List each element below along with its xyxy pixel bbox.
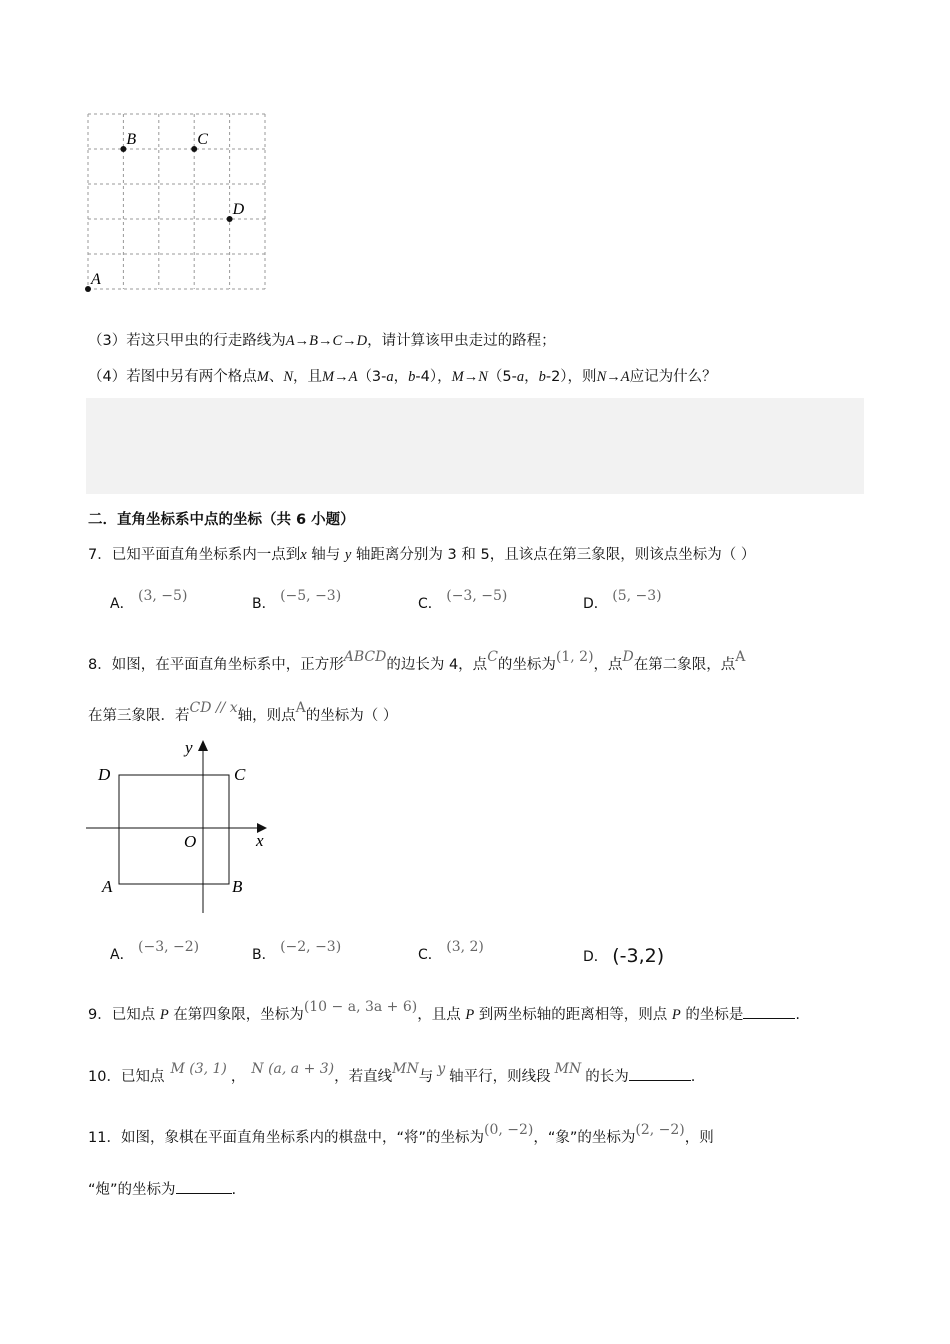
q9-coord: (10 − a, 3a + 6) (303, 999, 418, 1015)
option-value: (−5, −3) (280, 588, 342, 604)
q9-text-3: ，且点 (417, 1007, 466, 1023)
q4-ma: M→A (322, 369, 358, 385)
q10-y: y (437, 1061, 446, 1077)
q4-a2: a (516, 369, 525, 385)
q3-route: A→B→C→D (285, 333, 368, 349)
q10-answer-blank[interactable] (629, 1066, 691, 1081)
q3-text-2: ，请计算该甲虫走过的路程； (367, 333, 556, 349)
option-value: (3, −5) (138, 588, 188, 604)
q8-abcd: ABCD (343, 649, 387, 665)
question-11 (88, 1122, 714, 1148)
q11-text-4: “炮”的坐标为 (88, 1182, 176, 1198)
option-value: (−2, −3) (280, 939, 342, 955)
square-coordinate-figure (84, 736, 274, 916)
q9-text-2: 在第四象限，坐标为 (168, 1007, 304, 1023)
q4-text-1: （4）若图中另有两个格点 (88, 369, 257, 385)
option-value: (−3, −5) (446, 588, 508, 604)
q10-m: M (3, 1) (170, 1061, 227, 1077)
grid-label-b: B (126, 131, 137, 148)
label-a: A (102, 877, 113, 896)
q7-option-a[interactable] (110, 588, 188, 613)
q11-text-2: ，“象”的坐标为 (533, 1130, 636, 1146)
option-letter: D． (583, 596, 608, 612)
q9-text-4: 到两坐标轴的距离相等，则点 (474, 1007, 672, 1023)
q7-option-d[interactable] (583, 588, 662, 613)
q9-p3: P (671, 1007, 681, 1023)
question-9 (88, 999, 800, 1025)
q4-d3: -2），则 (545, 369, 597, 385)
question-10 (88, 1061, 696, 1087)
q10-n: N (a, a + 3) (251, 1061, 335, 1077)
label-c: C (234, 765, 246, 784)
q8-option-d[interactable] (583, 944, 664, 966)
q10-text-1: 10．已知点 (88, 1069, 165, 1085)
q10-text-3: 与 (418, 1069, 434, 1085)
q8-text-4: ，点 (593, 657, 623, 673)
q8-text-1: 8．如图，在平面直角坐标系中，正方形 (88, 657, 344, 673)
q8-option-a[interactable] (110, 939, 200, 964)
q9-text-5: 的坐标是 (680, 1007, 744, 1023)
q8-text-7: 轴，则点 (237, 708, 296, 724)
q4-a: a (386, 369, 394, 385)
q11-answer-blank[interactable] (176, 1179, 232, 1194)
q4-d1: （5- (487, 369, 517, 385)
square-abcd (119, 775, 229, 884)
q10-end: . (690, 1069, 696, 1085)
option-value: (-3,2) (612, 945, 665, 967)
question-8 (88, 649, 746, 675)
option-letter: C． (418, 596, 442, 612)
q8-c-value: (1, 2) (555, 649, 594, 665)
q8-text-6: 在第三象限．若 (88, 708, 190, 724)
question-4 (88, 367, 717, 387)
q7-text-2: 轴与 (306, 547, 345, 563)
q10-mn2: MN (554, 1061, 582, 1077)
q9-answer-blank[interactable] (743, 1004, 795, 1019)
q10-mn: MN (392, 1061, 419, 1077)
option-letter: D． (583, 949, 608, 965)
q11-text-1: 11．如图，象棋在平面直角坐标系内的棋盘中，“将”的坐标为 (88, 1130, 484, 1146)
label-o: O (184, 832, 197, 851)
label-d: D (98, 765, 111, 784)
q4-n: N (283, 369, 293, 385)
q4-m: M (256, 369, 269, 385)
option-value: (5, −3) (612, 588, 662, 604)
q8-d: D (622, 649, 634, 665)
q7-option-b[interactable] (252, 588, 342, 613)
label-b: B (232, 877, 243, 896)
section-2-title: 二．直角坐标系中点的坐标（共 6 小题） (88, 512, 355, 528)
q7-option-c[interactable] (418, 588, 508, 613)
label-y: y (185, 738, 193, 757)
q9-p2: P (465, 1007, 475, 1023)
q8-cd-parallel: CD // x (189, 700, 238, 716)
q8-text-3: 的坐标为 (497, 657, 556, 673)
option-letter: A． (110, 947, 134, 963)
q8-a2: A (295, 700, 306, 716)
option-value: (3, 2) (446, 939, 484, 955)
question-11-line-2 (88, 1179, 236, 1200)
q8-text-2: 的边长为 4，点 (386, 657, 488, 673)
q3-text-1: （3）若这只甲虫的行走路线为 (88, 333, 286, 349)
q8-option-c[interactable] (418, 939, 484, 964)
q7-y: y (344, 547, 352, 563)
q11-text-3: ，则 (684, 1130, 714, 1146)
q11-end: . (231, 1182, 237, 1198)
answer-area[interactable] (86, 398, 864, 494)
q7-text-1: 7．已知平面直角坐标系内一点到 (88, 547, 301, 563)
q8-text-5: 在第二象限，点 (633, 657, 736, 673)
q7-x: x (300, 547, 307, 563)
q10-text-5: 的长为 (585, 1069, 629, 1085)
grid-label-d: D (232, 201, 245, 218)
option-value: (−3, −2) (138, 939, 200, 955)
q8-text-8: 的坐标为（ ） (305, 708, 398, 724)
q4-c3: -4）， (415, 369, 452, 385)
option-letter: A． (110, 596, 134, 612)
q11-xiang-coord: (2, −2) (635, 1122, 685, 1138)
q9-text-1: 9．已知点 (88, 1007, 160, 1023)
q4-d4: 应记为什么？ (629, 369, 717, 385)
question-7 (88, 545, 755, 565)
q9-p: P (159, 1007, 169, 1023)
y-axis-arrow-icon (198, 740, 208, 751)
q4-b: b (408, 369, 416, 385)
label-x: x (256, 831, 264, 850)
q4-c1: （3- (357, 369, 387, 385)
option-letter: B． (252, 596, 276, 612)
q10-text-2: ，若直线 (334, 1069, 393, 1085)
q10-comma: ， (230, 1069, 246, 1085)
q4-na: N→A (596, 369, 630, 385)
grid-label-c: C (197, 131, 208, 148)
q4-d2: ， (524, 369, 539, 385)
q10-text-4: 轴平行，则线段 (449, 1069, 551, 1085)
q4-c2: ， (393, 369, 409, 385)
q4-text-2: ，且 (293, 369, 322, 385)
question-8-line-2 (88, 700, 398, 726)
q9-end: . (795, 1007, 800, 1023)
q8-a: A (735, 649, 746, 665)
q4-b2: b (538, 369, 546, 385)
option-letter: B． (252, 947, 276, 963)
grid-figure (80, 106, 280, 298)
q8-c: C (487, 649, 498, 665)
question-3 (88, 331, 556, 351)
q7-text-3: 轴距离分别为 3 和 5，且该点在第三象限，则该点坐标为（ ） (351, 547, 756, 563)
q4-sep: 、 (268, 369, 284, 385)
grid-label-a: A (91, 271, 101, 288)
q11-jiang-coord: (0, −2) (483, 1122, 534, 1138)
option-letter: C． (418, 947, 442, 963)
q8-option-b[interactable] (252, 939, 342, 964)
q4-mn: M→N (451, 369, 488, 385)
